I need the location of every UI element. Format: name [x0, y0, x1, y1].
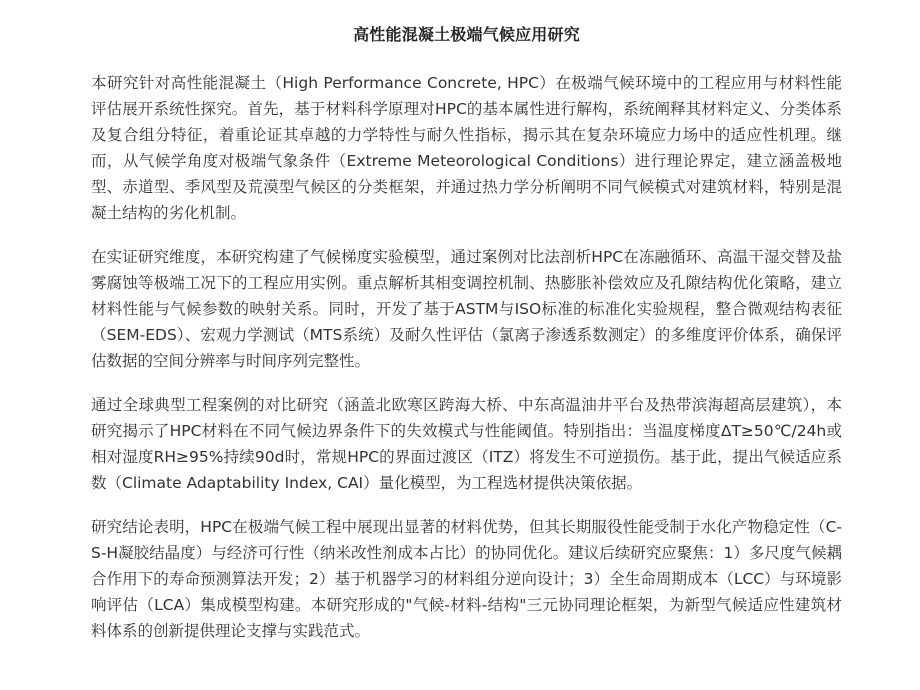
paragraph-introduction: 本研究针对高性能混凝土（High Performance Concrete, HPC）在极端气候环境中的工程应用与材料性能评估展开系统性探究。首先，基于材料科学原理对HPC的基本属性进行解构，系统阐释其材料定义、分类体系及复合组分特征，着重论证其卓越的力学特性与耐久性指标，揭示其在复杂环境应力场中的适应性机理。继而，从气候学角度对极端气象条件（Extreme Meteorological Conditions）进行理论界定，建立涵盖极地型、赤道型、季风型及荒漠型气候区的分类框架，并通过热力学分析阐明不同气候模式对建筑材料，特别是混凝土结构的劣化机制。: [91, 74, 842, 222]
paragraph-conclusion: 研究结论表明，HPC在极端气候工程中展现出显著的材料优势，但其长期服役性能受制于水化产物稳定性（C-S-H凝胶结晶度）与经济可行性（纳米改性剂成本占比）的协同优化。建议后续研究应聚焦：1）多尺度气候耦合作用下的寿命预测算法开发；2）基于机器学习的材料组分逆向设计；3）全生命周期成本（LCC）与环境影响评估（LCA）集成模型构建。本研究形成的"气候-材料-结构"三元协同理论框架，为新型气候适应性建筑材料体系的创新提供理论支撑与实践范式。: [91, 518, 842, 640]
paragraph-case-comparison: 通过全球典型工程案例的对比研究（涵盖北欧寒区跨海大桥、中东高温油井平台及热带滨海超高层建筑），本研究揭示了HPC材料在不同气候边界条件下的失效模式与性能阈值。特别指出：当温度梯度ΔT≥50℃/24h或相对湿度RH≥95%持续90d时，常规HPC的界面过渡区（ITZ）将发生不可逆损伤。基于此，提出气候适应系数（Climate Adaptability Index, CAI）量化模型，为工程选材提供决策依据。: [91, 396, 842, 492]
document-title: 高性能混凝土极端气候应用研究: [353, 25, 580, 44]
paragraph-empirical-research: 在实证研究维度，本研究构建了气候梯度实验模型，通过案例对比法剖析HPC在冻融循环、高温干湿交替及盐雾腐蚀等极端工况下的工程应用实例。重点解析其相变调控机制、热膨胀补偿效应及孔隙结构优化策略，建立材料性能与气候参数的映射关系。同时，开发了基于ASTM与ISO标准的标准化实验规程，整合微观结构表征（SEM-EDS）、宏观力学测试（MTS系统）及耐久性评估（氯离子渗透系数测定）的多维度评价体系，确保评估数据的空间分辨率与时间序列完整性。: [91, 248, 842, 370]
